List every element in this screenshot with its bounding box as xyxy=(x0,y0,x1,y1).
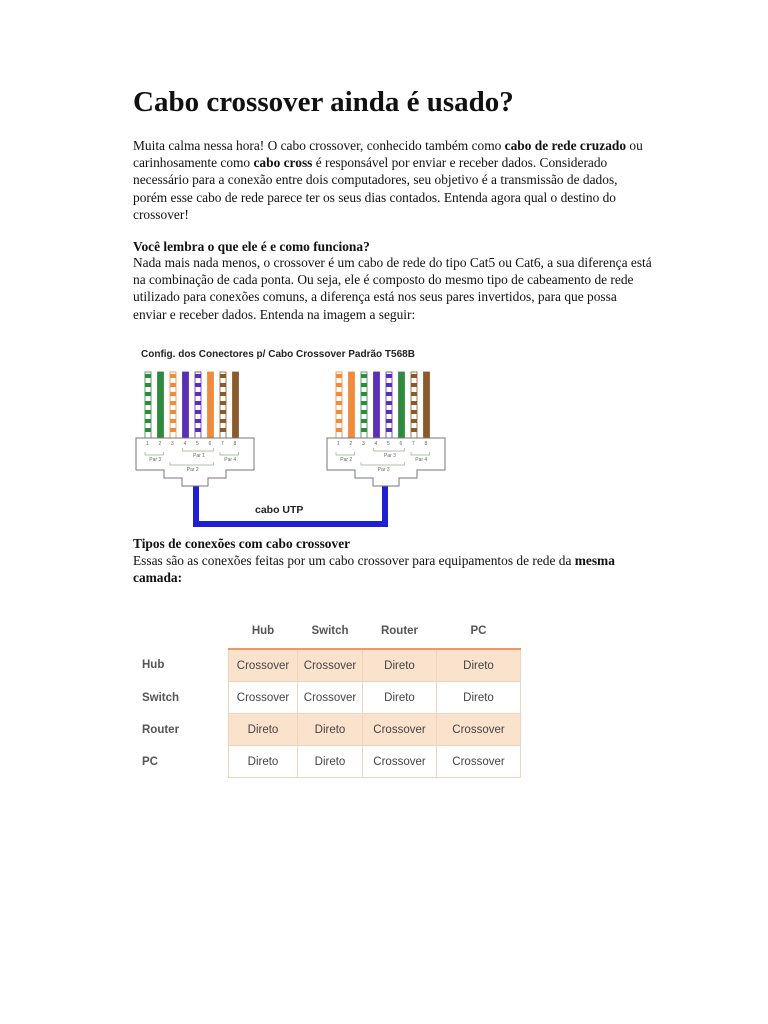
table-row xyxy=(136,682,521,714)
left-wire-stripe xyxy=(145,410,151,414)
left-connector xyxy=(136,372,254,486)
left-wire-stripe xyxy=(170,383,176,387)
col-header-router: Router xyxy=(380,625,419,637)
right-wire-stripe xyxy=(411,419,417,423)
left-wire-stripe xyxy=(195,401,201,405)
intro-paragraph xyxy=(133,137,653,223)
section2-paragraph xyxy=(133,552,653,586)
left-wire xyxy=(158,372,164,438)
intro-text-1: Muita calma nessa hora! O cabo crossover, conhecido também como xyxy=(133,138,505,153)
right-pin-label: 7 xyxy=(412,441,415,447)
row-header-switch: Switch xyxy=(142,691,180,704)
right-wire-stripe xyxy=(411,374,417,378)
right-wire-stripe xyxy=(336,383,342,387)
right-wire-stripe xyxy=(411,401,417,405)
right-wire xyxy=(374,372,380,438)
left-wire-stripe xyxy=(170,410,176,414)
section1-heading: Você lembra o que ele é e como funciona? xyxy=(133,239,370,254)
right-wire-stripe xyxy=(411,392,417,396)
right-wire-stripe xyxy=(386,410,392,414)
left-wire-stripe xyxy=(145,428,151,432)
right-wire-stripe xyxy=(336,401,342,405)
table-cell: Crossover xyxy=(437,714,521,746)
left-wire-stripe xyxy=(145,419,151,423)
left-wire xyxy=(233,372,239,438)
right-pin-label: 1 xyxy=(337,441,340,447)
right-pin-label: 6 xyxy=(399,441,403,447)
table-cell: Crossover xyxy=(229,649,298,682)
col-header-pc: PC xyxy=(470,625,487,637)
connections-table xyxy=(136,614,521,778)
left-wire-stripe xyxy=(220,410,226,414)
left-wire xyxy=(208,372,214,438)
right-pin-label: 2 xyxy=(349,441,353,447)
left-wire-stripe xyxy=(170,392,176,396)
table-cell: Direto xyxy=(437,649,521,682)
right-wire-stripe xyxy=(336,428,342,432)
right-wire xyxy=(424,372,430,438)
table-row xyxy=(136,746,521,778)
right-wire-stripe xyxy=(411,428,417,432)
left-pin-label: 8 xyxy=(233,441,237,447)
left-pin-label: 6 xyxy=(208,441,212,447)
section1-paragraph: Nada mais nada menos, o crossover é um cabo de rede do tipo Cat5 ou Cat6, a sua diferença está na combinação de cada ponta. Ou seja, ele é composto do mesmo tipo de cabeamento de rede utilizado para conexões comuns, a diferença está nos seus pares invertidos, para que possa enviar e receber dados. Entenda na imagem a seguir: xyxy=(133,255,652,322)
right-pair-label: Par 4 xyxy=(415,457,428,463)
left-wire-stripe xyxy=(195,419,201,423)
section2-heading: Tipos de conexões com cabo crossover xyxy=(133,536,351,551)
right-wire-stripe xyxy=(386,419,392,423)
table-cell: Direto xyxy=(363,682,437,714)
right-wire xyxy=(399,372,405,438)
left-wire-stripe xyxy=(195,410,201,414)
left-pin-label: 5 xyxy=(196,441,199,447)
right-wire-stripe xyxy=(336,392,342,396)
right-wire-stripe xyxy=(361,401,367,405)
right-wire xyxy=(349,372,355,438)
table-cell: Direto xyxy=(363,649,437,682)
crossover-diagram xyxy=(130,344,460,530)
left-wire-stripe xyxy=(220,419,226,423)
right-wire-stripe xyxy=(386,401,392,405)
left-wire-stripe xyxy=(170,401,176,405)
right-wire-stripe xyxy=(361,374,367,378)
table-header-row xyxy=(136,614,521,649)
right-pin-label: 4 xyxy=(374,441,378,447)
left-wire-stripe xyxy=(195,428,201,432)
intro-text-2: ou carinhosamente como xyxy=(133,138,643,171)
row-header-hub: Hub xyxy=(142,659,165,672)
left-wire-stripe xyxy=(145,401,151,405)
right-pair-label: Par 2 xyxy=(340,457,353,463)
left-pin-label: 2 xyxy=(158,441,162,447)
row-header-router: Router xyxy=(142,723,180,736)
right-wire-stripe xyxy=(386,374,392,378)
left-wire-stripe xyxy=(170,374,176,378)
table-cell: Direto xyxy=(298,746,363,778)
left-wire-stripe xyxy=(195,383,201,387)
intro-bold-1: cabo de rede cruzado xyxy=(504,138,627,153)
left-pair-label: Par 3 xyxy=(149,457,162,463)
left-pair-label: Par 4 xyxy=(224,457,237,463)
right-wire-stripe xyxy=(411,383,417,387)
right-wire-stripe xyxy=(386,392,392,396)
table-cell: Crossover xyxy=(363,746,437,778)
right-wire-stripe xyxy=(336,410,342,414)
right-wire-stripe xyxy=(361,410,367,414)
left-pin-label: 7 xyxy=(221,441,224,447)
col-header-hub: Hub xyxy=(251,625,275,637)
right-wire-stripe xyxy=(361,392,367,396)
left-wire-stripe xyxy=(195,392,201,396)
right-pin-label: 3 xyxy=(362,441,365,447)
table-row xyxy=(136,714,521,746)
right-wire-stripe xyxy=(361,383,367,387)
section2-bold: mesma camada: xyxy=(133,553,615,586)
table-cell: Direto xyxy=(229,714,298,746)
right-wire-stripe xyxy=(361,419,367,423)
col-header-switch: Switch xyxy=(311,625,349,637)
left-pin-label: 3 xyxy=(171,441,174,447)
left-wire-stripe xyxy=(220,374,226,378)
right-pair-label: Par 3 xyxy=(384,453,396,459)
row-header-pc: PC xyxy=(142,755,158,768)
right-pin-label: 5 xyxy=(387,441,390,447)
table-cell: Direto xyxy=(229,746,298,778)
left-wire-stripe xyxy=(220,383,226,387)
right-wire-stripe xyxy=(386,383,392,387)
left-wire-stripe xyxy=(145,392,151,396)
table-row xyxy=(136,649,521,682)
right-connector xyxy=(327,372,445,486)
section2-text: Essas são as conexões feitas por um cabo crossover para equipamentos de rede da xyxy=(133,553,575,568)
left-wire-stripe xyxy=(170,428,176,432)
intro-text-3: é responsável por enviar e receber dados. Considerado necessário para a conexão entre dois computadores, seu objetivo é a transmissão de dados, porém esse cabo de rede parece ter os seus dias contados. Entenda agora qual o destino do crossover! xyxy=(133,155,618,222)
right-wire-stripe xyxy=(361,428,367,432)
left-pin-label: 1 xyxy=(146,441,149,447)
diagram-title: Config. dos Conectores p/ Cabo Crossover Padrão T568B xyxy=(141,349,415,360)
right-pair-label: Par 3 xyxy=(377,467,390,473)
right-pin-label: 8 xyxy=(424,441,428,447)
table-cell: Crossover xyxy=(229,682,298,714)
left-wire-stripe xyxy=(220,401,226,405)
table-cell: Direto xyxy=(298,714,363,746)
left-pin-label: 4 xyxy=(183,441,187,447)
right-wire-stripe xyxy=(386,428,392,432)
right-wire-stripe xyxy=(411,410,417,414)
right-wire-stripe xyxy=(336,419,342,423)
table-cell: Direto xyxy=(437,682,521,714)
page-title: Cabo crossover ainda é usado? xyxy=(133,86,514,118)
left-wire-stripe xyxy=(220,392,226,396)
left-pair-label: Par 1 xyxy=(193,453,205,459)
table-cell: Crossover xyxy=(437,746,521,778)
table-cell: Crossover xyxy=(363,714,437,746)
cable-utp-label: cabo UTP xyxy=(255,504,304,516)
left-pair-label: Par 2 xyxy=(186,467,199,473)
left-wire-stripe xyxy=(145,383,151,387)
left-wire-stripe xyxy=(195,374,201,378)
right-wire-stripe xyxy=(336,374,342,378)
left-wire-stripe xyxy=(170,419,176,423)
left-wire-stripe xyxy=(145,374,151,378)
table-corner xyxy=(136,614,229,649)
intro-bold-2: cabo cross xyxy=(253,155,313,171)
table-cell: Crossover xyxy=(298,649,363,682)
left-wire xyxy=(183,372,189,438)
left-wire-stripe xyxy=(220,428,226,432)
table-cell: Crossover xyxy=(298,682,363,714)
